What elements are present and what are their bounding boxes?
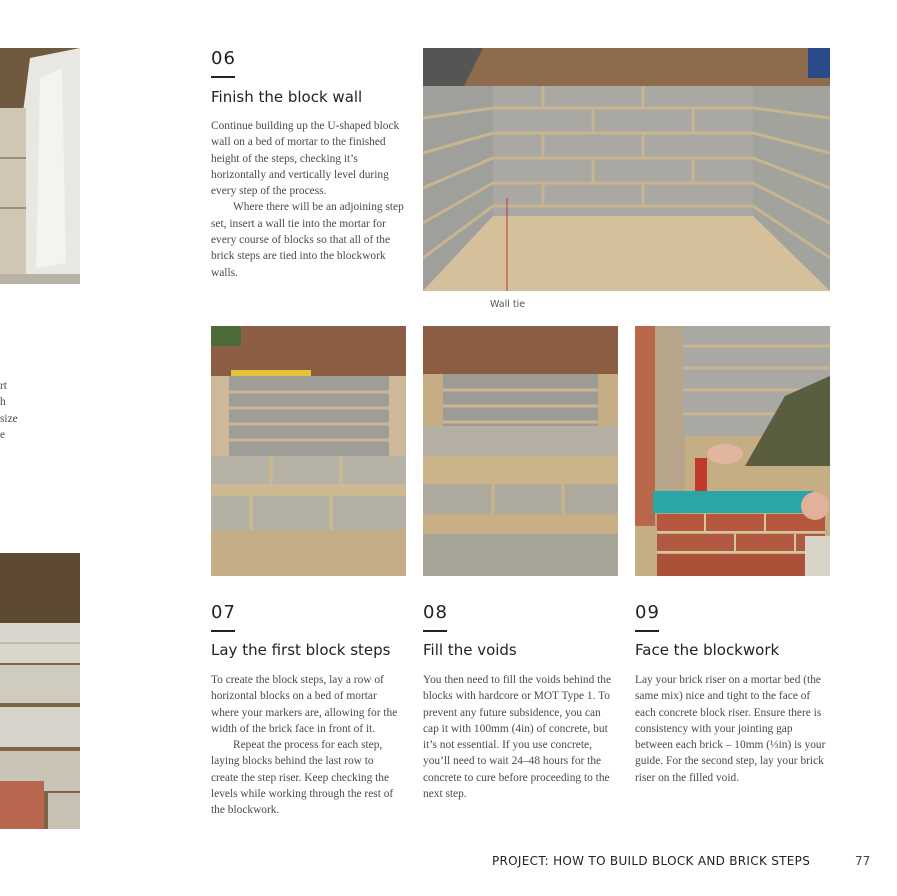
step-body [211, 672, 399, 819]
step-body [635, 672, 831, 786]
caption-wall-tie: Wall tie [490, 299, 526, 310]
photo-fill-voids [423, 326, 618, 576]
left-page-fragment: e [0, 429, 6, 441]
step-divider [423, 630, 447, 632]
step-number: 09 [635, 602, 660, 623]
step-divider [211, 76, 235, 78]
step-number: 08 [423, 602, 448, 623]
step-number: 06 [211, 48, 236, 69]
left-page-fragment: h [0, 396, 6, 408]
photo-face-blockwork [635, 326, 830, 576]
left-page-fragment: size [0, 413, 18, 425]
left-page-photo-top [0, 48, 80, 284]
step-paragraph: Where there will be an adjoining step set, insert a wall tie into the mortar for every course of blocks so that all of the brick steps are tied into the blockwork walls. [211, 201, 404, 279]
photo-first-block-steps [211, 326, 406, 576]
step-title: Lay the first block steps [211, 641, 391, 659]
step-title: Fill the voids [423, 641, 517, 659]
step-paragraph: Repeat the process for each step, laying blocks behind the last row to create the step riser. Keep checking the levels while working through the rest of the blockwork. [211, 739, 394, 817]
step-paragraph: To create the block steps, lay a row of horizontal blocks on a bed of mortar where your markers are, allowing for the width of the brick face in front of it. [211, 674, 398, 735]
running-footer-title: PROJECT: HOW TO BUILD BLOCK AND BRICK STEPS [492, 854, 811, 868]
step-divider [635, 630, 659, 632]
page-number: 77 [855, 854, 871, 868]
step-paragraph: Lay your brick riser on a mortar bed (the same mix) nice and tight to the face of each concrete block riser. Ensure there is consistency with your jointing gap between each brick – 10mm (⅓in) is your guide. For the second step, lay your brick riser on the filled void. [635, 674, 826, 784]
step-number: 07 [211, 602, 236, 623]
left-page-fragment: rt [0, 380, 7, 392]
photo-block-wall [423, 48, 830, 291]
step-title: Face the blockwork [635, 641, 780, 659]
left-page-photo-bottom [0, 553, 80, 829]
step-body [211, 118, 411, 281]
step-divider [211, 630, 235, 632]
step-title: Finish the block wall [211, 88, 363, 106]
step-body [423, 672, 619, 802]
step-paragraph: You then need to fill the voids behind the blocks with hardcore or MOT Type 1. To prevent any future subsidence, you can cap it with 100mm (4in) of concrete, but it’s not essential. If you use concrete, you’ll need to wait 24–48 hours for the concrete to cure before proceeding to the next step. [423, 674, 612, 801]
step-paragraph: Continue building up the U-shaped block wall on a bed of mortar to the finished height of the steps, checking it’s horizontally and vertically level during every step of the process. [211, 120, 400, 198]
